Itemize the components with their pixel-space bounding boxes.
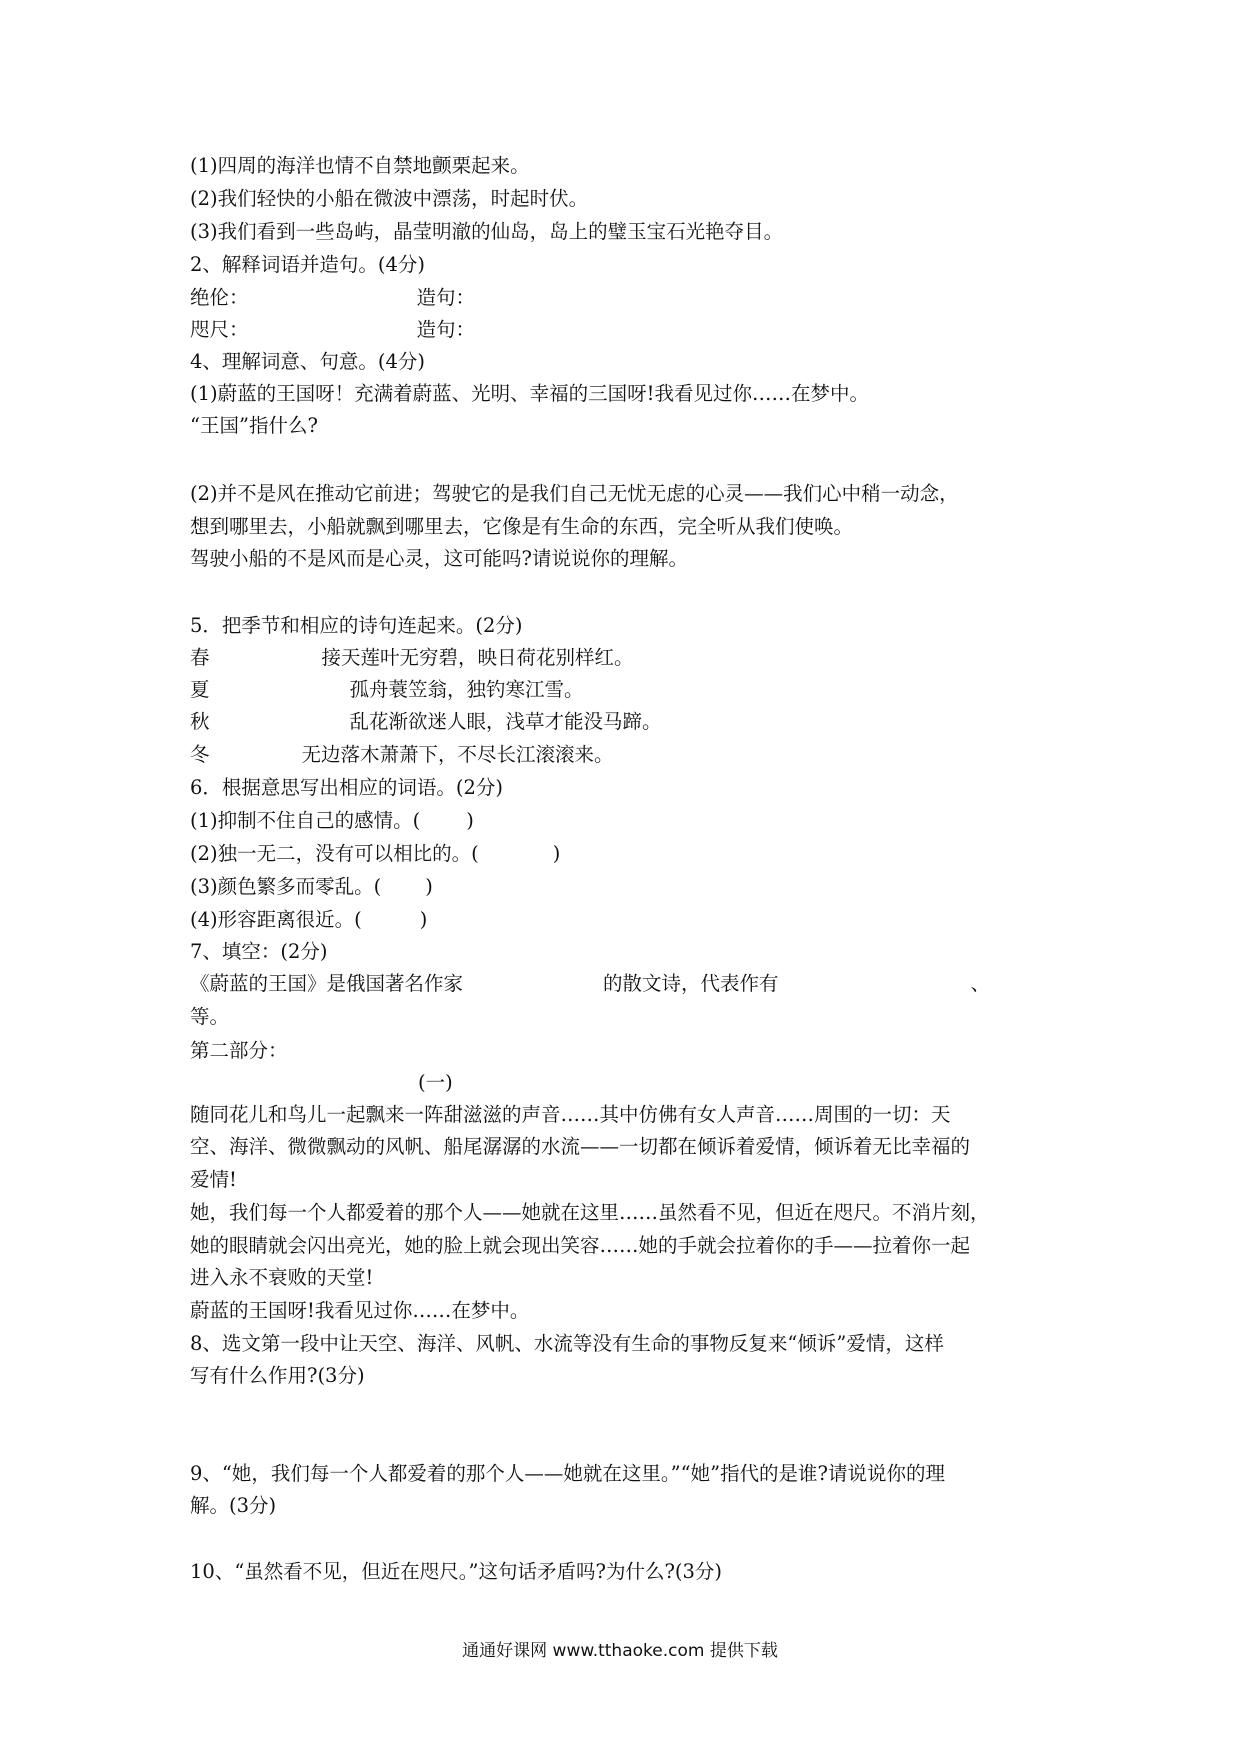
q3-item-1: (1)四周的海洋也情不自禁地颤栗起来。	[190, 154, 530, 177]
q7-line-1	[190, 972, 990, 996]
poem-3: 乱花渐欲迷人眼，浅草才能没马蹄。	[349, 710, 662, 733]
season-summer: 夏	[190, 678, 210, 701]
q5-title: 5．把季节和相应的诗句连起来。(2分)	[190, 614, 523, 637]
passage-p1-line1: 随同花儿和鸟儿一起飘来一阵甜滋滋的声音……其中仿佛有女人声音……周围的一切：天	[190, 1103, 951, 1126]
q5-row-2	[190, 678, 584, 702]
q5-row-1	[190, 646, 634, 670]
part2-section-number: (一)	[418, 1071, 453, 1094]
season-winter: 冬	[190, 743, 210, 766]
q6-item-4	[190, 908, 427, 932]
poem-4: 无边落木萧萧下，不尽长江滚滚来。	[301, 743, 614, 766]
q3-item-3: (3)我们看到一些岛屿，晶莹明澈的仙岛，岛上的璧玉宝石光艳夺目。	[190, 220, 784, 243]
passage-p3: 蔚蓝的王国呀!我看见过你……在梦中。	[190, 1299, 530, 1322]
q7-line-2: 等。	[190, 1005, 230, 1028]
q6-item-2-close: )	[552, 842, 561, 865]
passage-p2-line1: 她，我们每一个人都爱着的那个人——她就在这里……虽然看不见，但近在咫尺。不消片刻，	[190, 1201, 990, 1224]
q6-item-2	[190, 842, 560, 866]
q6-item-3-close: )	[425, 875, 433, 898]
q2-zaoju-1: 造句：	[416, 286, 476, 309]
q7-title: 7、填空：(2分)	[190, 940, 328, 963]
q2-word-1: 绝伦：	[190, 286, 249, 309]
poem-2: 孤舟蓑笠翁，独钓寒江雪。	[349, 678, 584, 701]
part2-title: 第二部分：	[190, 1039, 288, 1062]
q7-text-3: 、	[970, 972, 991, 995]
q6-item-1	[190, 809, 474, 833]
q6-item-1-close: )	[466, 809, 474, 832]
q6-item-4-text: (4)形容距离很近。(	[190, 908, 362, 931]
q4-sentence-1: (1)蔚蓝的王国呀！充满着蔚蓝、光明、幸福的三国呀!我看见过你……在梦中。	[190, 382, 869, 405]
q6-item-3	[190, 875, 433, 899]
passage-p1-line3: 爱情!	[190, 1168, 237, 1191]
q10: 10、“虽然看不见，但近在咫尺。”这句话矛盾吗?为什么?(3分)	[190, 1560, 723, 1583]
q4-sentence-2b: 想到哪里去，小船就飘到哪里去，它像是有生命的东西，完全听从我们使唤。	[190, 515, 854, 538]
q3-item-2: (2)我们轻快的小船在微波中漂荡，时起时伏。	[190, 187, 589, 210]
q4-title: 4、理解词意、句意。(4分)	[190, 350, 426, 373]
q9-line-2: 解。(3分)	[190, 1494, 277, 1517]
q6-title: 6．根据意思写出相应的词语。(2分)	[190, 776, 504, 799]
season-spring: 春	[190, 646, 210, 669]
poem-1: 接天莲叶无穷碧，映日荷花别样红。	[321, 646, 634, 669]
q4-question-2: 驾驶小船的不是风而是心灵，这可能吗?请说说你的理解。	[190, 547, 688, 570]
q9-line-1: 9、“她，我们每一个人都爱着的那个人——她就在这里。”“她”指代的是谁?请说说你的理	[190, 1462, 945, 1485]
q7-text-2: 的散文诗，代表作有	[603, 972, 779, 995]
q2-word-2-row	[190, 318, 475, 342]
q6-item-1-text: (1)抑制不住自己的感情。(	[190, 809, 421, 832]
q2-word-1-row	[190, 286, 475, 310]
q6-item-4-close: )	[419, 908, 428, 931]
season-autumn: 秋	[190, 710, 210, 733]
q8-line-2: 写有什么作用?(3分)	[190, 1364, 365, 1387]
q6-item-2-text: (2)独一无二，没有可以相比的。(	[190, 842, 479, 865]
q5-row-4	[190, 743, 614, 767]
q5-row-3	[190, 710, 662, 734]
passage-p2-line3: 进入永不衰败的天堂!	[190, 1266, 374, 1289]
passage-p2-line2: 她的眼睛就会闪出亮光，她的脸上就会现出笑容……她的手就会拉着你的手——拉着你一起	[190, 1234, 971, 1257]
q2-zaoju-2: 造句：	[416, 318, 476, 341]
q7-text-1: 《蔚蓝的王国》是俄国著名作家	[190, 972, 464, 995]
passage-p1-line2: 空、海洋、微微飘动的风帆、船尾潺潺的水流——一切都在倾诉着爱情，倾诉着无比幸福的	[190, 1135, 971, 1158]
q6-item-3-text: (3)颜色繁多而零乱。(	[190, 875, 382, 898]
q4-question-1: “王国”指什么?	[190, 414, 318, 437]
footer-source: 通通好课网 www.tthaoke.com 提供下载	[462, 1641, 778, 1661]
q4-sentence-2a: (2)并不是风在推动它前进；驾驶它的是我们自己无忧无虑的心灵——我们心中稍一动念，	[190, 482, 959, 505]
q2-word-2: 咫尺：	[190, 318, 249, 341]
q2-title: 2、解释词语并造句。(4分)	[190, 253, 426, 276]
q8-line-1: 8、选文第一段中让天空、海洋、风帆、水流等没有生命的事物反复来“倾诉”爱情，这样	[190, 1332, 944, 1355]
